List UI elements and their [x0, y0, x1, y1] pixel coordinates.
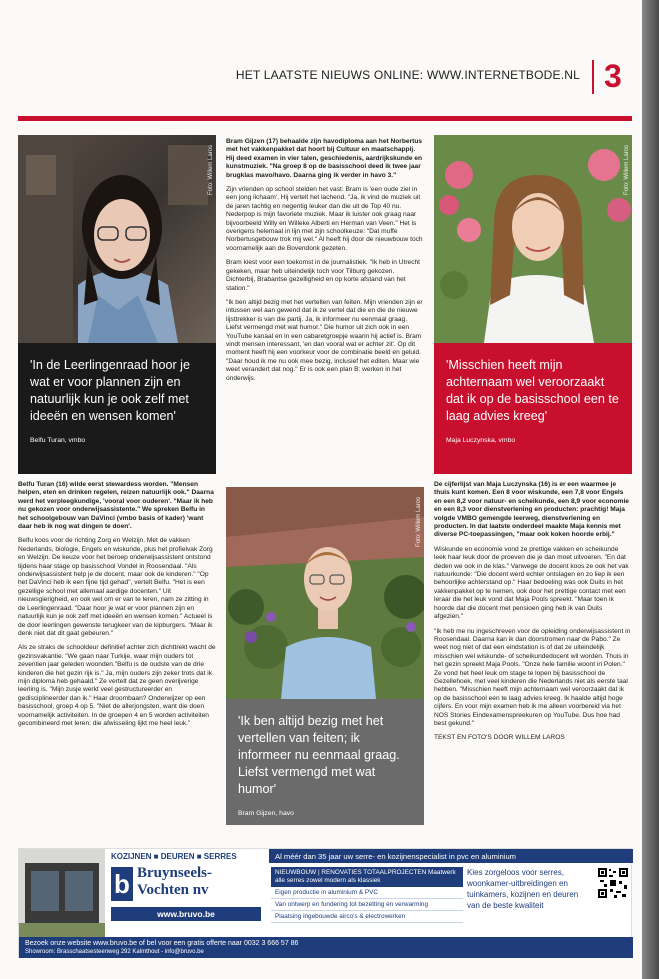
quote-maja-text: 'Misschien heeft mijn achternaam wel veroorzaakt dat ik op de basisschool een te laag advies kreeg'	[446, 358, 619, 423]
belfu-lead: Belfu Turan (16) wilde eerst stewardess worden. "Mensen helpen, eten en drinken regelen, reizen natuurlijk ook." Daarna werd het verpleegkundige, 'vooral voor ouderen'. "Maar ik heb nu gekozen voor onderwijsassistente." We spreken Belfu in het schoolgebouw van DaVinci (vmbo basis of kader) 'want daar heb ik nog wat dingen te doen'.	[18, 481, 214, 531]
ad-services	[271, 867, 463, 923]
quote-maja-attribution: Maja Luczynska, vmbo	[446, 437, 516, 444]
photo-credit-maja: Foto: Willem Laros	[624, 144, 630, 195]
article-maja	[434, 481, 632, 749]
page-number: 3	[604, 58, 622, 94]
page-edge-shadow	[642, 0, 659, 979]
page-header	[0, 60, 642, 100]
ad-brand-name-2: Vochten nv	[137, 882, 209, 898]
photo-credit-belfu: Foto: Willem Laros	[208, 144, 214, 195]
ad-banner: Al méér dan 35 jaar uw serre- en kozijnenspecialist in pvc en aluminium	[269, 849, 633, 863]
ad-service-row: Van ontwerp en fundering tot bezetting en verwarming	[271, 899, 463, 911]
header-separator	[592, 60, 594, 94]
ad-brand-name-1: Bruynseels-	[137, 865, 212, 881]
portrait-maja-image	[434, 135, 632, 343]
maja-paragraph-1: Wiskunde en economie vond ze prettige vakken en scheikunde leek haar leuk door de proeven die je dan moet uitvoeren. "En dat deden we ook in de klas." Vanwege de docent koos ze ook het vak natuurkunde: "Die docent werd echter ontslagen en zo liep ik een behoorlijke achterstand op." Haar bedoeling was ook Duits in het vakkenpakket op te nemen, ook door het prettige contact met een leraar die het leuk vond dat Maja Pools spreekt. "Maar toen ik hoorde dat die docent met pensioen ging heb ik van Duits afgezien."	[434, 545, 629, 621]
quote-bram	[226, 699, 424, 825]
ad-services-box: NIEUWBOUW | RENOVATIES TOTAALPROJECTEN Maatwerk alle serres zowel modern als klassiek	[271, 867, 463, 887]
portrait-bram-image	[226, 487, 424, 699]
ad-tagline: KOZIJNEN ■ DEUREN ■ SERRES	[111, 852, 237, 861]
photo-belfu	[18, 135, 216, 343]
bram-lead: Bram Gijzen (17) behaalde zijn havodiploma aan het Norbertus met het vakkenpakket dat hoort bij Cultuur en maatschappij. Hij deed examen in vier talen, geschiedenis, aardrijkskunde en kunstmuziek. "Na groep 8 op de basisschool deed ik twee jaar brugklas mavo/havo. Daarna ging ik verder in havo 3."	[226, 138, 423, 179]
portrait-belfu-image	[18, 135, 216, 343]
photo-credit-bram: Foto: Willem Laros	[416, 496, 422, 547]
ad-brand-block	[19, 849, 269, 937]
red-top-rule	[18, 116, 632, 121]
photo-maja	[434, 135, 632, 343]
bram-paragraph-1: Zijn vrienden op school stelden het vast: Bram is 'een oude ziel in een jong lichaam'. Hij vertelt het lachend. "Ja, ik vind de muziek uit de jaren tachtig en negentig leuker dan die uit de Top 40 nu. Nederpop is mijn favoriete muziek. Maar ik luister ook graag naar bijvoorbeeld Willy en Willeke Alberti en Herman van Veen." Het is overigens helemaal in lijn met zijn schoolkeuze: "Dat muffe Norbertusgebouw trok mij wel." Al heeft hij door de nieuwbouw toch voornamelijk aan de Bovendonk gezeten.	[226, 186, 423, 252]
maja-paragraph-2: "Ik heb me nu ingeschreven voor de opleiding onderwijsassistent in Roosendaal. Daarna kan ik dan doorstromen naar de Pabo." Ze weet nog niet of dat een eindstation is of dat ze uiteindelijk misschien wel wiskunde- of scheikundedocent wil worden. Thuis in het gezin spreekt Maja Pools. "Onze hele familie woont in Polen." Ze vond het heel leuk om stage te lopen bij basisschool de Gezellehoek, met veel kinderen die Nederlands niet als eerste taal hebben. "Misschien heeft mijn achternaam wel veroorzaakt dat ik op de basisschool een te laag advies kreeg. Ik haalde altijd hoge cijfers. En voor mijn examen heb ik me alleen voorbereid via het NOS Stories Eindexamenspreekuren op YouTube. Dus hoe had best gekund."	[434, 627, 631, 727]
bram-paragraph-2: Bram kiest voor een toekomst in de journalistiek. "Ik heb in Utrecht gekeken, maar heb uiteindelijk toch voor Tilburg gekozen. Dichterbij, Brabantse gezelligheid en op korte afstand van het station."	[226, 259, 421, 292]
quote-bram-text: 'Ik ben altijd bezig met het vertellen van feiten; ik informeer nu eenmaal graag. Liefst vermengd met wat humor'	[238, 714, 400, 796]
ad-house-image	[19, 849, 105, 937]
ad-contact-bar	[19, 937, 633, 958]
quote-belfu-text: 'In de Leerlingenraad hoor je wat er voor plannen zijn en natuurlijk kun je ook zelf met ideeën en wensen komen'	[30, 358, 190, 423]
article-bram	[226, 138, 424, 389]
ad-contact-line-2: Showroom: Brasschaatsesteenweg 292 Kalmthout - info@bruvo.be	[25, 949, 204, 955]
article-belfu	[18, 481, 216, 734]
advertisement-bruvo[interactable]	[18, 848, 632, 958]
belfu-paragraph-1: Belfu koos voor de richting Zorg en Welzijn. Met de vakken Nederlands, biologie, Engels en wiskunde, plus het profielvak Zorg en Welzijn. De keuze voor het beroep onderwijsassistent ontstond tijdens haar stage op basisschool Vondel in Roosendaal. "Als onderwijsassistent help je de docent, maar ook de kinderen." "Op het DaVinci heb ik een fijne tijd gehad", vertelt Belfu. "Het is een gezellige school met allemaal aardige docenten." Uit nieuwsgierigheid, en ook wel om er van te leren, nam ze zitting in de Leerlingenraad. "Daar hoor je wat er voor plannen zijn en natuurlijk kun je ook zelf met ideeën en wensen komen." Actueel is de door leerlingen gewenste terugkeer van de kipburgers. "Maar ik denk niet dat dit gaat gebeuren."	[18, 537, 213, 637]
qr-code-icon[interactable]	[597, 867, 629, 899]
quote-maja	[434, 343, 632, 474]
ad-service-row: Eigen productie in aluminium & PVC	[271, 887, 463, 899]
article-credit-line: TEKST EN FOTO'S DOOR WILLEM LAROS	[434, 734, 565, 742]
ad-service-row: Plaatsing ingebouwde airco's & electrowerken	[271, 911, 463, 923]
site-url-header[interactable]: HET LAATSTE NIEUWS ONLINE: WWW.INTERNETBODE.NL	[235, 68, 580, 82]
quote-belfu	[18, 343, 216, 474]
photo-bram	[226, 487, 424, 699]
ad-logo-b-icon: b	[111, 867, 133, 901]
maja-lead: De cijferlijst van Maja Luczynska (16) is er een waarmee je thuis kunt komen. Een 8 voor wiskunde, een 7,8 voor Engels en een 8,2 voor natuur- en scheikunde, een 8,9 voor economie en een 8,3 voor dienstverlening en producten: prachtig! Maja volgde VMBO gemengde leerweg, dienstverlening en producten. In dat laatste onderdeel maakte Maja kennis met diverse PC-toepassingen, "maar ook koken hoorde erbij."	[434, 481, 629, 539]
belfu-paragraph-2: Als ze straks de schooldeur definitief achter zich dichttrekt wacht de gezinsvakantie. "We gaan naar Turkije, waar mijn ouders tot zeventien jaar geleden woonden."Belfu is de oudste van de drie kinderen die het gezin rijk is." Ja, mijn ouders zijn zeker trots dat ik mijn diploma heb gehaald." Ze vertelt dat ze geen overijverige leerling is. "Mijn zusje werkt veel gestructureerder en gedisciplineerder dan ik." Haar droombaan? Onderwijzer op een basisschool, groep 4 op 5. "Niet de allerjongsten, want die doen voornamelijk activiteiten. In de groepen 4 en 5 worden activiteiten gecombineerd met leren: die afwisseling lijkt me heel leuk."	[18, 644, 216, 727]
ad-right-text: Kies zorgeloos voor serres, woonkamer-uitbreidingen en tuinkamers, kozijnen en deuren van de beste kwaliteit	[467, 868, 579, 910]
bram-paragraph-3: "Ik ben altijd bezig met het vertellen van feiten. Mijn vrienden zijn er intussen wel aan gewend dat ik ze vertel dat die en die de nieuwe lijsttrekker is van die partij. Ja, ik informeer nu eenmaal graag. Liefst vermengd met wat humor." Die humor uit zich ook in een YouTube kanaal en in een cabaretgroepje waarin hij actief is. Bram vindt mensen interessant, 'en dan vooral wat er achter zit'. Op dit moment heeft hij een voorkeur voor de combinatie beeld en geluid. "Daar houd ik me nu ook mee bezig, inclusief het editen. Maar wie weet verandert dat nog." Er is ook een plan B: werken in het onderwijs.	[226, 298, 423, 382]
ad-website[interactable]: www.bruvo.be	[111, 907, 261, 921]
quote-belfu-attribution: Belfu Turan, vmbo	[30, 437, 86, 444]
ad-contact-line-1: Bezoek onze website www.bruvo.be of bel voor een gratis offerte naar 0032 3 666 57 86	[25, 940, 299, 947]
quote-bram-attribution: Bram Gijzen, havo	[238, 810, 294, 817]
